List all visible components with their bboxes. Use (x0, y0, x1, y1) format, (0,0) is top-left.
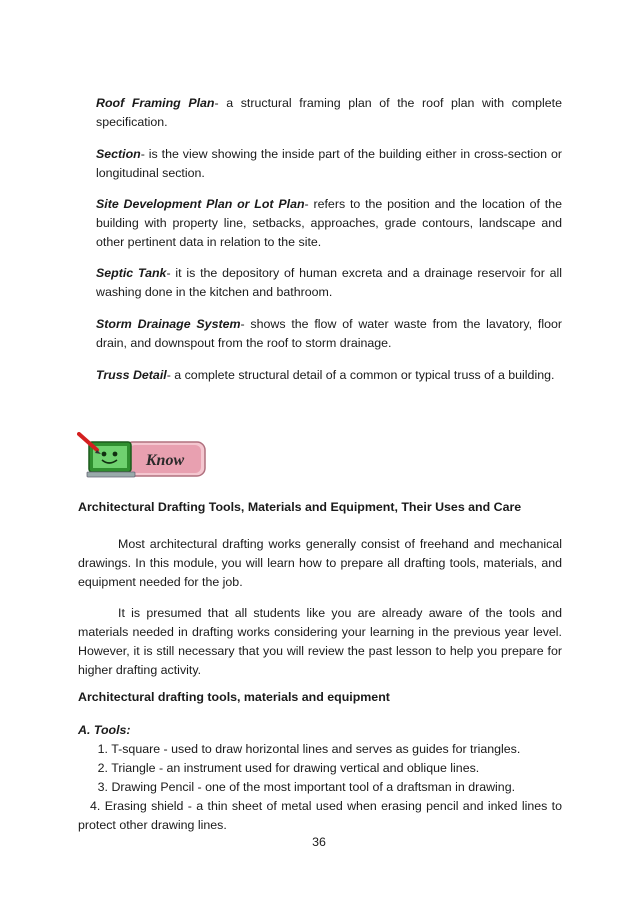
definition-term: Septic Tank (96, 266, 167, 280)
definition-text: - a complete structural detail of a common or typical truss of a building. (166, 368, 555, 382)
paragraph-presumption: It is presumed that all students like you are already aware of the tools and materials needed in drafting works considering your learning in the previous year level. However, it is still necessary that you will review the past lesson to help you prepare for higher drafting activity. (78, 606, 562, 677)
definition-term: Site Development Plan or Lot Plan (96, 197, 305, 211)
definition-site-development-plan (96, 195, 562, 252)
definition-term: Roof Framing Plan (96, 96, 215, 110)
definition-term: Storm Drainage System (96, 317, 241, 331)
tool-text: Triangle - an instrument used for drawing vertical and oblique lines. (111, 761, 480, 775)
definition-truss-detail (96, 366, 562, 385)
tool-text: T-square - used to draw horizontal lines and serves as guides for triangles. (111, 742, 521, 756)
subheading-tools-materials: Architectural drafting tools, materials and equipment (78, 690, 390, 704)
tool-number: 3. (97, 780, 108, 794)
definition-text: - is the view showing the inside part of the building either in cross-section or longitudinal section. (96, 147, 562, 180)
paragraph-intro: Most architectural drafting works generally consist of freehand and mechanical drawings. In this module, you will learn how to prepare all drafting tools, materials, and equipment needed for the job. (78, 537, 562, 589)
know-badge-graphic (77, 432, 207, 480)
definition-text: - a structural framing plan of the roof plan with complete specification. (96, 96, 562, 129)
tool-number: 2. (97, 761, 108, 775)
definition-term: Truss Detail (96, 368, 167, 382)
section-title: Architectural Drafting Tools, Materials and Equipment, Their Uses and Care (78, 500, 522, 514)
tool-item (78, 778, 562, 797)
tool-number: 4. (90, 799, 101, 813)
tool-item (78, 797, 562, 835)
tool-item (78, 740, 562, 759)
definition-term: Section (96, 147, 141, 161)
definition-text: - refers to the position and the location of the building with property line, setbacks, approaches, grade contours, landscape and other pertinent data in relation to the site. (96, 197, 563, 249)
definition-text: - it is the depository of human excreta and a drainage reservoir for all washing done in the kitchen and bathroom. (96, 266, 562, 299)
tool-number: 1. (97, 742, 108, 756)
definition-section (96, 145, 562, 183)
tool-item (78, 759, 562, 778)
tool-text: Drawing Pencil - one of the most important tool of a draftsman in drawing. (111, 780, 516, 794)
tools-heading: A. Tools: (78, 723, 131, 737)
definition-storm-drainage-system (96, 315, 562, 353)
know-badge-label: Know (145, 452, 185, 469)
page-number: 36 (312, 835, 326, 849)
definition-septic-tank (96, 264, 562, 302)
know-badge (77, 432, 207, 480)
definition-text: - shows the flow of water waste from the lavatory, floor drain, and downspout from the roof to storm drainage. (96, 317, 562, 350)
tool-text: Erasing shield - a thin sheet of metal used when erasing pencil and inked lines to protect other drawing lines. (78, 799, 562, 832)
definition-roof-framing-plan (96, 94, 562, 132)
